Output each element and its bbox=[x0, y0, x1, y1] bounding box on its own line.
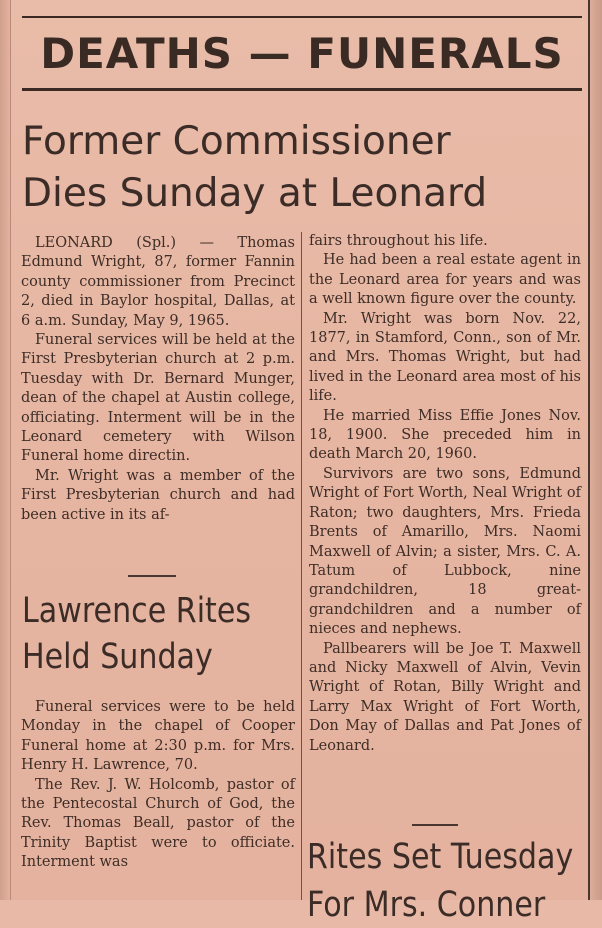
main-story-right-column bbox=[309, 232, 581, 756]
rites-headline: Rites Set Tuesday bbox=[307, 837, 574, 877]
story-separator bbox=[412, 824, 458, 826]
main-story-paragraph: Mr. Wright was born Nov. 22, 1877, in Stamford, Conn., son of Mr. and Mrs. Thomas Wright, but had lived in the Leonard area most of his life. bbox=[309, 310, 581, 405]
main-story-paragraph: fairs throughout his life. bbox=[309, 233, 488, 249]
main-story-paragraph: LEONARD (Spl.) — Thomas Edmund Wright, 87, former Fannin county commissioner from Precinct 2, died in Baylor hospital, Dallas, at 6 a.m. Sunday, May 9, 1965. bbox=[21, 235, 295, 329]
main-headline-line2: Dies Sunday at Leonard bbox=[22, 171, 488, 216]
main-story-paragraph: Survivors are two sons, Edmund Wright of Fort Worth, Neal Wright of Raton; two daughters, Mrs. Frieda Brents of Amarillo, Mrs. Naomi Maxwell of Alvin; a sister, Mrs. C. A. Tatum of Lubbock, nine grandchildren, 18 great-grandchildren and a number of nieces and nephews. bbox=[309, 465, 581, 638]
story-separator bbox=[128, 575, 176, 577]
main-story-paragraph: Funeral services will be held at the First Presbyterian church at 2 p.m. Tuesday with Dr. Bernard Munger, dean of the chapel at Austin college, officiating. Interment will be in the Leonard cemetery with Wilson Funeral home directin. bbox=[21, 332, 295, 465]
main-story-paragraph: Mr. Wright was a member of the First Presbyterian church and had been active in its af- bbox=[21, 467, 295, 523]
lawrence-headline-line2: Held Sunday bbox=[22, 637, 213, 677]
lawrence-story bbox=[21, 698, 295, 873]
main-story-left-column bbox=[21, 234, 295, 525]
main-headline bbox=[22, 116, 582, 220]
left-page-edge bbox=[0, 0, 11, 900]
main-story-paragraph: Pallbearers will be Joe T. Maxwell and Nicky Maxwell of Alvin, Vevin Wright of Rotan, Billy Wright and Larry Max Wright of Fort Worth, Don May of Dallas and Pat Jones of Leonard. bbox=[309, 640, 581, 754]
column-divider bbox=[301, 232, 302, 900]
right-page-edge bbox=[588, 0, 602, 900]
lawrence-headline bbox=[22, 588, 297, 680]
lawrence-headline-line1: Lawrence Rites bbox=[22, 591, 252, 631]
top-rule bbox=[22, 16, 582, 18]
rites-headline-cut: For Mrs. Conner bbox=[307, 885, 546, 925]
lawrence-story-paragraph: Funeral services were to be held Monday in the chapel of Cooper Funeral home at 2:30 p.m. for Mrs. Henry H. Lawrence, 70. bbox=[21, 699, 295, 774]
lawrence-story-paragraph: The Rev. J. W. Holcomb, pastor of the Pentecostal Church of God, the Rev. Thomas Beall, pastor of the Trinity Baptist were to officiate. Interment was bbox=[21, 776, 295, 871]
main-story-paragraph: He had been a real estate agent in the Leonard area for years and was a well known figure over the county. bbox=[309, 252, 581, 308]
banner-bottom-rule bbox=[22, 88, 582, 91]
main-story-paragraph: He married Miss Effie Jones Nov. 18, 1900. She preceded him in death March 20, 1960. bbox=[309, 407, 581, 463]
main-headline-line1: Former Commissioner bbox=[22, 119, 451, 164]
section-title: DEATHS — FUNERALS bbox=[40, 29, 564, 78]
